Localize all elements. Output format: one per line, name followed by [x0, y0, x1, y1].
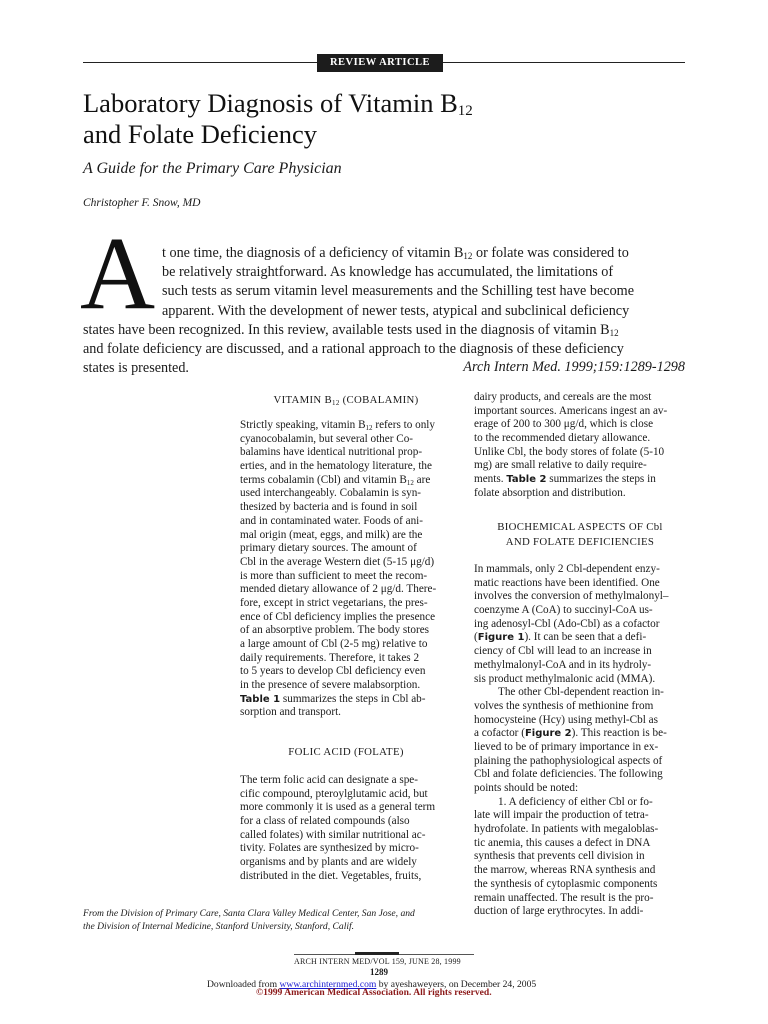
text-line: important sources. Americans ingest an av- [474, 404, 668, 417]
text-line: tivity. Folates are synthesized by micro- [240, 842, 419, 855]
heading-line: BIOCHEMICAL ASPECTS OF Cbl [497, 521, 663, 533]
text-line: thesized by bacteria and is found in soil [240, 501, 418, 514]
text-line: ciency of Cbl will lead to an increase in [474, 645, 652, 658]
text-line: ing adenosyl-Cbl (Ado-Cbl) as a cofactor [474, 617, 660, 630]
text-line: daily requirements. Therefore, it takes 2 [240, 651, 420, 664]
archinternmed-link[interactable]: www.archinternmed.com [279, 979, 377, 990]
text-line: matic reactions have been identified. One [474, 576, 660, 589]
text-line: to the recommended dietary allowance. [474, 432, 651, 445]
text-line: erage of 200 to 300 μg/d, which is close [474, 418, 654, 431]
text-line: for a class of related compounds (also [240, 815, 410, 828]
text-line: Table 1 summarizes the steps in Cbl ab- [240, 692, 426, 705]
text-line: In mammals, only 2 Cbl-dependent enzy- [474, 563, 660, 575]
text-line: is more than sufficient to meet the recom- [240, 569, 428, 582]
text-line: points should be noted: [474, 782, 579, 794]
section-heading-vitamin-b12: VITAMIN $B_{12}$ (COBALAMIN) [273, 394, 419, 407]
abstract-line: apparent. With the development of newer tests, atypical and subclinical deficiency [162, 303, 630, 319]
copyright-notice: ©1999 American Medical Association. All rights reserved. [256, 987, 492, 998]
text-line: dairy products, and cereals are the most [474, 391, 652, 403]
text-line: used interchangeably. Cobalamin is syn- [240, 487, 422, 500]
text-line: Cbl and folate deficiencies. The following [474, 768, 663, 781]
heading-line: AND FOLATE DEFICIENCIES [505, 536, 655, 548]
section-badge: REVIEW ARTICLE [317, 54, 443, 72]
text-line: volves the synthesis of methionine from [474, 699, 654, 712]
text-line: in the presence of severe malabsorption. [240, 679, 421, 692]
text-line: cific compound, pteroylglutamic acid, but [240, 787, 428, 800]
article-title: Laboratory Diagnosis of Vitamin $B_{12}$ and Folate Deficiency [83, 88, 473, 149]
text-line: mal origin (meat, eggs, and milk) are the [240, 528, 423, 541]
text-line: lieved to be of primary importance in ex- [474, 740, 659, 753]
affiliation-footnote [83, 908, 463, 933]
text-line: late will impair the production of tetra- [474, 809, 649, 822]
text-line: the synthesis of cytoplasmic components [474, 877, 658, 890]
text-line: mg) are small relative to daily require- [474, 459, 647, 472]
text-line: duction of large erythrocytes. In addi- [474, 905, 644, 918]
text-line: (Figure 1). It can be seen that a defi- [474, 631, 647, 644]
table-1-link[interactable]: Table 1 [240, 693, 281, 705]
text-line: a large amount of Cbl (2-5 mg) relative to [240, 638, 428, 650]
text-line: involves the conversion of methylmalonyl– [474, 590, 669, 603]
text-line: balamins have identical nutritional prop- [240, 446, 423, 459]
text-line: organisms and by plants and are widely [240, 856, 417, 869]
table-2-link[interactable]: Table 2 [506, 474, 547, 486]
text-line: of an absorptive problem. The body stores [240, 624, 430, 637]
text-line: homocysteine (Hcy) using methyl-Cbl as [474, 713, 658, 726]
text-line: and in contaminated water. Foods of ani- [240, 514, 423, 527]
text-line: Strictly speaking, vitamin $B_{12}$ refers to only [240, 419, 435, 432]
section-heading-biochemical [474, 520, 686, 550]
text-line: a cofactor (Figure 2). This reaction is be- [474, 727, 667, 740]
author-name: Christopher F. Snow, MD [83, 197, 201, 209]
figure-2-link[interactable]: Figure 2 [524, 728, 572, 740]
text-line: methylmalonyl-CoA and in its hydroly- [474, 658, 652, 671]
text-line: distributed in the diet. Vegetables, fruits, [240, 869, 422, 882]
citation: Arch Intern Med. 1999;159:1289-1298 [463, 359, 685, 375]
section-heading-folic-acid: FOLIC ACID (FOLATE) [288, 746, 404, 758]
text-line: 1. A deficiency of either Cbl or fo- [498, 795, 653, 808]
footnote-line: From the Division of Primary Care, Santa Clara Valley Medical Center, San Jose, and [83, 908, 415, 919]
abstract-line: t one time, the diagnosis of a deficiency of vitamin $B_{12}$ or folate was considered to [162, 245, 629, 261]
text-line: mended dietary allowance of 2 μg/d. There- [240, 583, 437, 596]
text-line: the marrow, whereas RNA synthesis and [474, 864, 656, 877]
text-line: remain unaffected. The result is the pro- [474, 891, 654, 904]
text-line: erties, and in the hematology literature, the [240, 460, 432, 473]
text-line: The other Cbl-dependent reaction in- [498, 686, 664, 699]
footnote-line: the Division of Internal Medicine, Stanford University, Stanford, Calif. [83, 920, 355, 932]
abstract-line: be relatively straightforward. As knowledge has accumulated, the limitations of [162, 264, 614, 280]
paragraph-folate-sources [474, 391, 667, 501]
page-number: 1289 [370, 967, 388, 977]
text-line: Unlike Cbl, the body stores of folate (5-10 [474, 445, 665, 458]
text-line: synthesis that prevents cell division in [474, 850, 645, 863]
footer-rule-mark [355, 952, 399, 955]
article-subtitle: A Guide for the Primary Care Physician [83, 160, 342, 177]
paragraph-folic-acid [240, 774, 435, 884]
figure-1-link[interactable]: Figure 1 [477, 632, 525, 644]
text-line: ence of Cbl deficiency implies the presence [240, 610, 436, 623]
abstract-line: and folate deficiency are discussed, and a rational approach to the diagnosis of these deficiency [83, 341, 624, 357]
text-line: terms cobalamin (Cbl) and vitamin $B_{12}$ are [240, 473, 431, 487]
text-line: fore, except in strict vegetarians, the pres- [240, 596, 428, 609]
text-line: primary dietary sources. The amount of [240, 542, 417, 555]
text-line: sorption and transport. [240, 706, 341, 719]
download-notice: Downloaded from www.archinternmed.com by ayeshaweyers, on December 24, 2005 [207, 979, 537, 990]
text-line: cyanocobalamin, but several other Co- [240, 432, 414, 445]
abstract-line: states is presented. [83, 360, 189, 376]
text-line: ments. Table 2 summarizes the steps in [474, 473, 656, 486]
text-line: folate absorption and distribution. [474, 486, 626, 499]
journal-citation: ARCH INTERN MED/VOL 159, JUNE 28, 1999 [294, 957, 461, 966]
text-line: coenzyme A (CoA) to succinyl-CoA us- [474, 604, 653, 617]
text-line: to 5 years to develop Cbl deficiency even [240, 665, 426, 678]
text-line: more commonly it is used as a general term [240, 801, 436, 814]
text-line: tic anemia, this causes a defect in DNA [474, 836, 651, 849]
text-line: plaining the pathophysiological aspects of [474, 754, 663, 767]
paragraph-vitamin-b12 [240, 419, 436, 720]
text-line: called folates) with similar nutritional ac- [240, 828, 426, 841]
paragraph-biochemical [474, 563, 669, 919]
abstract-line: states have been recognized. In this review, available tests used in the diagnosis of vitamin $B_{12}$ [83, 322, 619, 338]
drop-cap: A [80, 216, 156, 331]
abstract-line: such tests as serum vitamin level measurements and the Schilling test have become [162, 283, 635, 299]
text-line: sis product methylmalonic acid (MMA). [474, 672, 656, 685]
text-line: The term folic acid can designate a spe- [240, 774, 418, 786]
text-line: Cbl in the average Western diet (5-15 μg/d) [240, 555, 435, 568]
text-line: hydrofolate. In patients with megaloblas- [474, 823, 659, 836]
